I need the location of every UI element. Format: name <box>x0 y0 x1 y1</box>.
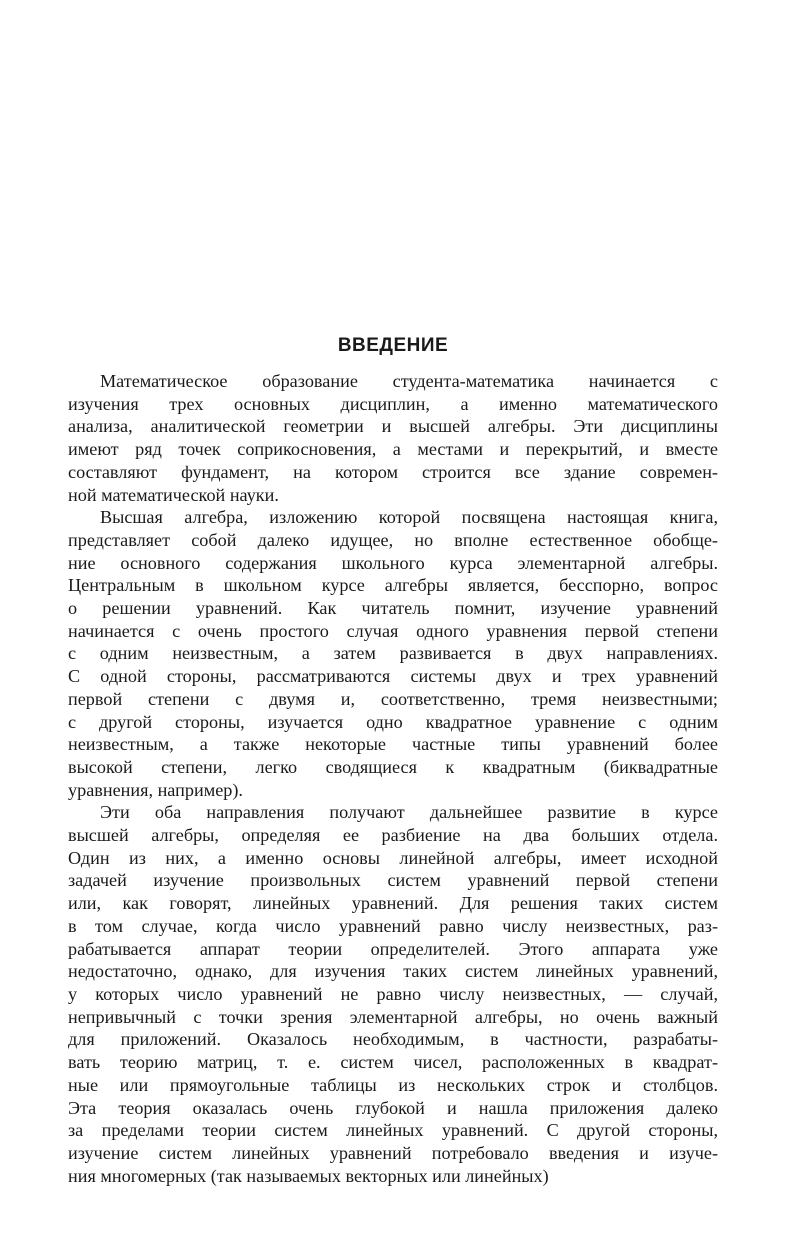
paragraph <box>68 506 718 801</box>
text-line: рабатывается аппарат теории определителей. Этого аппарата уже <box>68 938 718 959</box>
text-line: ной математической науки. <box>68 484 279 505</box>
text-line: уравнения, например). <box>68 779 243 800</box>
text-line: ния многомерных (так называемых векторных или линейных) <box>68 1165 549 1186</box>
text-line: за пределами теории систем линейных уравнений. С другой стороны, <box>68 1120 718 1141</box>
text-line: Эти оба направления получают дальнейшее развитие в курсе <box>100 802 718 823</box>
page-title: ВВЕДЕНИЕ <box>337 335 449 356</box>
text-line: Центральным в школьном курсе алгебры является, бесспорно, вопрос <box>68 575 718 596</box>
text-line: С одной стороны, рассматриваются системы двух и трех уравнений <box>68 666 718 687</box>
document-body <box>68 370 718 1187</box>
text-line: анализа, аналитической геометрии и высшей алгебры. Эти дисциплины <box>68 416 718 437</box>
text-line: или, как говорят, линейных уравнений. Для решения таких систем <box>68 893 718 914</box>
text-line: неизвестным, а также некоторые частные типы уравнений более <box>68 734 718 755</box>
paragraph <box>68 370 718 506</box>
text-line: изучение систем линейных уравнений потребовало введения и изуче- <box>68 1142 718 1163</box>
text-line: первой степени с двумя и, соответственно, тремя неизвестными; <box>68 688 718 709</box>
text-line: ные или прямоугольные таблицы из нескольких строк и столбцов. <box>68 1074 718 1095</box>
text-line: непривычный с точки зрения элементарной алгебры, но очень важный <box>68 1006 718 1027</box>
text-line: Один из них, а именно основы линейной алгебры, имеет исходной <box>68 847 718 868</box>
text-line: Эта теория оказалась очень глубокой и нашла приложения далеко <box>68 1097 718 1118</box>
text-line: с одним неизвестным, а затем развивается в двух направлениях. <box>68 643 718 664</box>
document-page <box>68 332 718 1187</box>
text-line: Высшая алгебра, изложению которой посвящена настоящая книга, <box>100 507 718 528</box>
text-line: представляет собой далеко идущее, но вполне естественное обобще- <box>68 529 718 550</box>
text-line: высшей алгебры, определяя ее разбиение на два больших отдела. <box>68 825 718 846</box>
text-line: высокой степени, легко сводящиеся к квадратным (биквадратные <box>68 756 718 777</box>
paragraph <box>68 801 718 1187</box>
text-line: о решении уравнений. Как читатель помнит, изучение уравнений <box>68 598 718 619</box>
text-line: с другой стороны, изучается одно квадратное уравнение с одним <box>68 711 718 732</box>
text-line: вать теорию матриц, т. е. систем чисел, расположенных в квадрат- <box>68 1052 718 1073</box>
text-line: изучения трех основных дисциплин, а именно математического <box>68 393 718 414</box>
text-line: составляют фундамент, на котором строится все здание современ- <box>68 461 718 482</box>
text-line: у которых число уравнений не равно числу неизвестных, — случай, <box>68 983 718 1004</box>
text-line: недостаточно, однако, для изучения таких систем линейных уравнений, <box>68 961 718 982</box>
text-line: ние основного содержания школьного курса элементарной алгебры. <box>68 552 718 573</box>
text-line: в том случае, когда число уравнений равно числу неизвестных, раз- <box>68 915 718 936</box>
text-line: Математическое образование студента-математика начинается с <box>100 371 718 391</box>
text-line: начинается с очень простого случая одного уравнения первой степени <box>68 620 718 641</box>
text-line: для приложений. Оказалось необходимым, в частности, разрабаты- <box>68 1029 718 1050</box>
text-line: задачей изучение произвольных систем уравнений первой степени <box>68 870 718 891</box>
text-line: имеют ряд точек соприкосновения, а местами и перекрытий, и вместе <box>68 439 718 460</box>
